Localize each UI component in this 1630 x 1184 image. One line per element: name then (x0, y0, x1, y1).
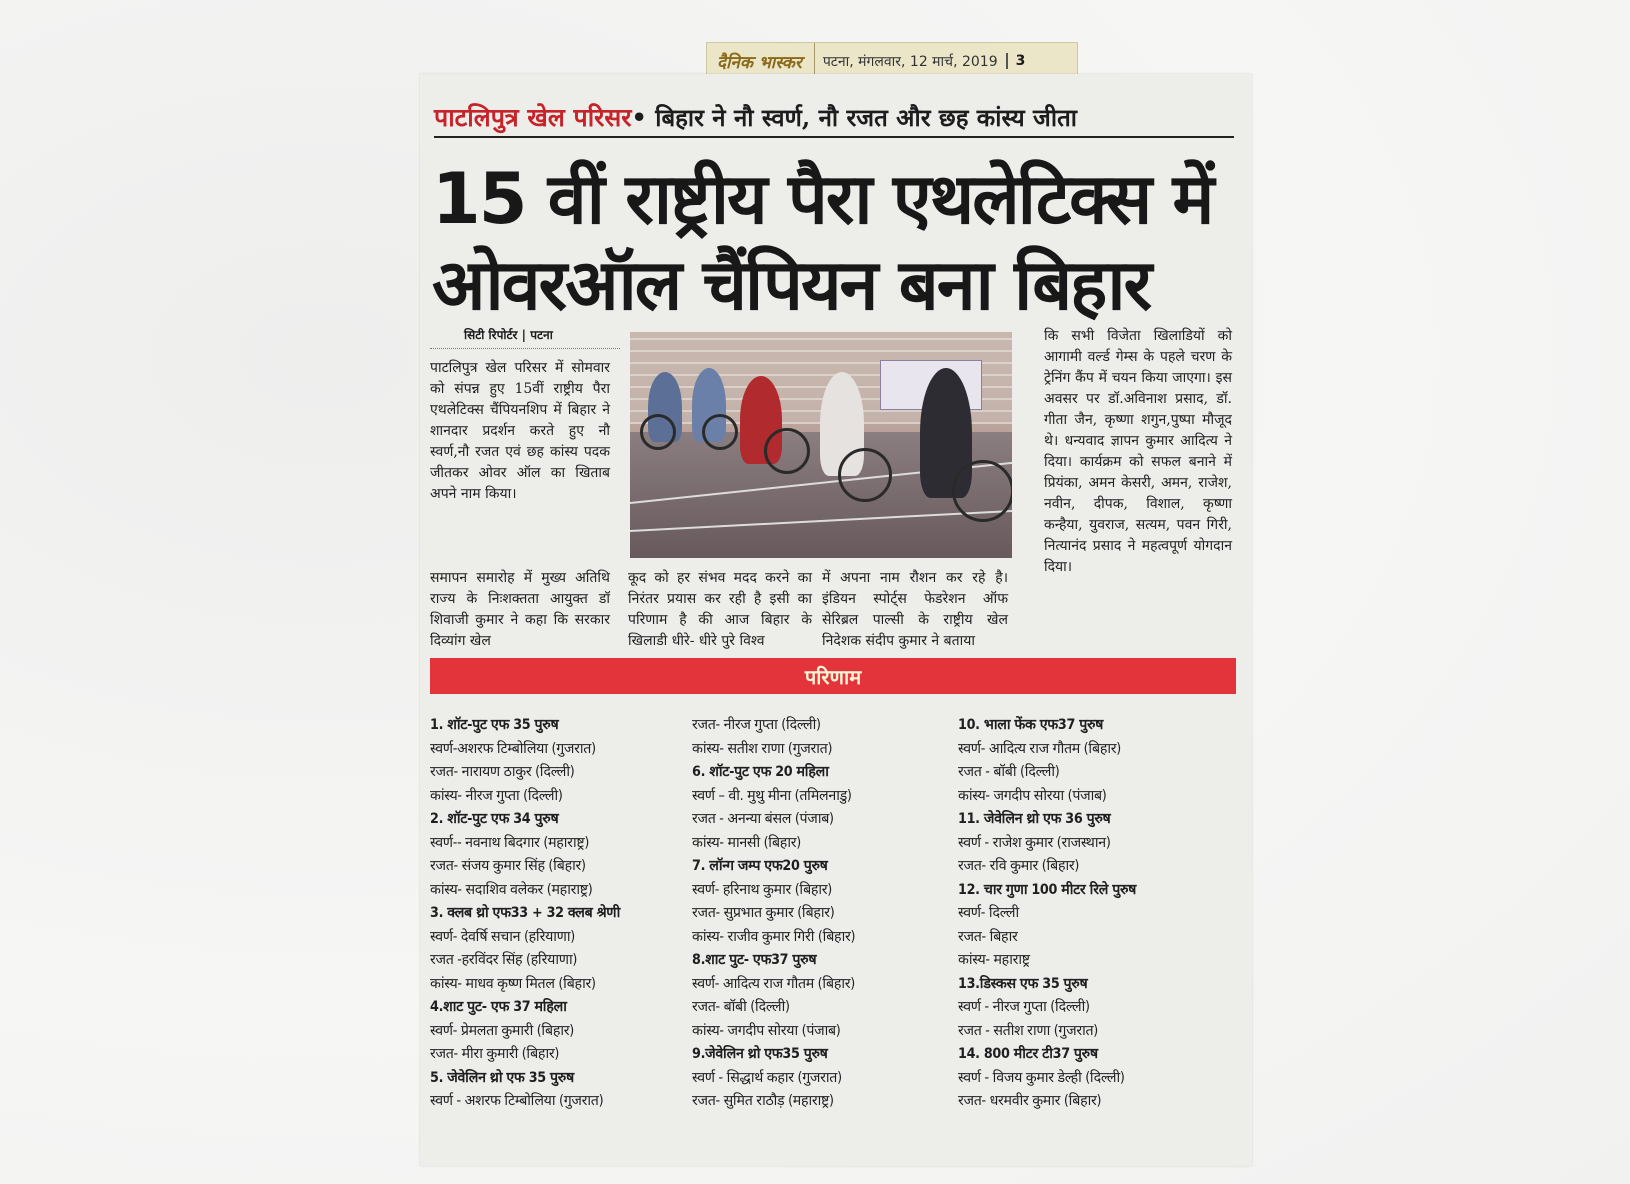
result-line: रजत- रवि कुमार (बिहार) (958, 858, 1080, 874)
result-event-title: 8.शाट पुट- एफ37 पुरुष (692, 952, 817, 968)
result-event-title: 7. लॉन्ग जम्प एफ20 पुरुष (692, 858, 828, 874)
wheelchair-wheel (702, 414, 738, 450)
article-column-4: कि सभी विजेता खिलाडियों को आगामी वर्ल्ड गेम्स के पहले चरण के ट्रेनिंग कैंप में चयन किया जाएगा। इस अवसर पर डॉ.अविनाश प्रसाद, डॉ. गीता जैन, कृष्णा शगुन,पुष्पा मौजूद थे। धन्यवाद ज्ञापन कुमार आदित्य ने दिया। कार्यक्रम को सफल बनाने में प्रियंका, अमन केसरी, अमन, राजेश, नवीन, दीपक, विशाल, कृष्णा कन्हैया, युवराज, सत्यम, पवन गिरी, नित्यानंद प्रसाद ने महत्वपूर्ण योगदान दिया। (1044, 328, 1232, 575)
result-line: स्वर्ण - राजेश कुमार (राजस्थान) (958, 834, 1111, 851)
result-line: स्वर्ण-- नवनाथ बिदगार (महाराष्ट्र) (430, 834, 590, 851)
result-line: कांस्य- सतीश राणा (गुजरात) (692, 740, 833, 757)
result-line: स्वर्ण- देवर्षि सचान (हरियाणा) (430, 928, 575, 945)
headline (432, 156, 1237, 328)
result-line: स्वर्ण- हरिनाथ कुमार (बिहार) (692, 881, 832, 898)
result-line: स्वर्ण- आदित्य राज गौतम (बिहार) (958, 740, 1121, 757)
result-event-title: 12. चार गुणा 100 मीटर रिले पुरुष (958, 881, 1137, 898)
result-event-title: 6. शॉट-पुट एफ 20 महिला (692, 764, 829, 780)
result-line: रजत- धरमवीर कुमार (बिहार) (958, 1093, 1102, 1109)
dateline: पटना, मंगलवार, 12 मार्च, 2019 (822, 53, 998, 70)
wheelchair-wheel (952, 460, 1012, 522)
result-event-title: 4.शाट पुट- एफ 37 महिला (430, 999, 567, 1015)
result-event-title: 1. शॉट-पुट एफ 35 पुरुष (430, 717, 559, 733)
result-line: कांस्य- सदाशिव वलेकर (महाराष्ट्र) (430, 881, 593, 898)
result-line: कांस्य- महाराष्ट्र (958, 952, 1030, 968)
result-event-title: 9.जेवेलिन थ्रो एफ35 पुरुष (692, 1046, 828, 1062)
article-column-2: कूद को हर संभव मदद करने का निरंतर प्रयास कर रही है इसी का परिणाम है की आज बिहार के खिलाडी धीरे- धीरे पुरे विश्व (628, 570, 812, 649)
result-line: कांस्य- नीरज गुप्ता (दिल्ली) (430, 787, 563, 804)
result-line: स्वर्ण- दिल्ली (958, 905, 1019, 921)
result-line: स्वर्ण – वी. मुथु मीना (तमिलनाडु) (692, 787, 852, 804)
result-event-title: 5. जेवेलिन थ्रो एफ 35 पुरुष (430, 1069, 574, 1086)
result-line: स्वर्ण - अशरफ टिम्बोलिया (गुजरात) (430, 1093, 604, 1109)
result-line: रजत- संजय कुमार सिंह (बिहार) (430, 858, 586, 874)
wheelchair-wheel (640, 414, 676, 450)
result-line: रजत- मीरा कुमारी (बिहार) (430, 1046, 559, 1062)
results-header-bar (430, 658, 1236, 694)
results-title: परिणाम (804, 664, 862, 689)
kicker-location: पाटलिपुत्र खेल परिसर (434, 103, 632, 132)
result-line: रजत - अनन्या बंसल (पंजाब) (692, 811, 834, 827)
kicker-summary: • बिहार ने नौ स्वर्ण, नौ रजत और छह कांस्य जीता (631, 103, 1077, 132)
result-event-title: 2. शॉट-पुट एफ 34 पुरुष (430, 811, 559, 827)
page-number: 3 (1006, 53, 1026, 69)
article-column-3: में अपना नाम रौशन कर रहे है। इंडियन स्पोर्ट्स फेडरेशन ऑफ सेरिब्रल पाल्सी के राष्ट्रीय खेल निदेशक संदीप कुमार ने बताया (822, 570, 1008, 649)
results-column-2 (692, 714, 954, 1114)
result-line: स्वर्ण - नीरज गुप्ता (दिल्ली) (958, 999, 1090, 1015)
result-line: रजत- बॉबी (दिल्ली) (692, 999, 790, 1015)
result-line: कांस्य- जगदीप सोरया (पंजाब) (692, 1022, 841, 1039)
result-event-title: 11. जेवेलिन थ्रो एफ 36 पुरुष (958, 811, 1111, 827)
result-line: कांस्य- जगदीप सोरया (पंजाब) (958, 787, 1107, 804)
result-line: स्वर्ण - विजय कुमार डेल्ही (दिल्ली) (958, 1069, 1125, 1086)
article-column-1: पाटलिपुत्र खेल परिसर में सोमवार को संपन्न हुए 15वीं राष्ट्रीय पैरा एथलेटिक्स चैंपियनशिप में बिहार ने शानदार प्रदर्शन करते हुए नौ स्वर्ण,नौ रजत एवं छह कांस्य पदक जीतकर ओवर ऑल का खिताब अपने नाम किया। (430, 360, 610, 502)
results-column-3 (958, 714, 1220, 1114)
result-line: कांस्य- माधव कृष्ण मितल (बिहार) (430, 975, 596, 992)
result-event-title: 13.डिस्कस एफ 35 पुरुष (958, 975, 1088, 992)
headline-line-2: ओवरऑल चैंपियन बना बिहार (432, 244, 1151, 326)
result-event-title: 10. भाला फेंक एफ37 पुरुष (958, 717, 1104, 733)
result-line: स्वर्ण- आदित्य राज गौतम (बिहार) (692, 975, 855, 992)
news-clipping (420, 74, 1252, 1166)
article-column-1-continued: समापन समारोह में मुख्य अतिथि राज्य के निःशक्तता आयुक्त डॉ शिवाजी कुमार ने कहा कि सरकार दिव्यांग खेल (430, 570, 610, 649)
result-line: स्वर्ण- प्रेमलता कुमारी (बिहार) (430, 1022, 574, 1039)
wheelchair-wheel (838, 448, 892, 502)
result-line: रजत- सुमित राठौड़ (महाराष्ट्र) (692, 1093, 834, 1109)
result-line: रजत - बॉबी (दिल्ली) (958, 764, 1060, 780)
result-event-title: 14. 800 मीटर टी37 पुरुष (958, 1046, 1098, 1062)
result-line: कांस्य- मानसी (बिहार) (692, 834, 801, 851)
headline-line-1: 15 वीं राष्ट्रीय पैरा एथलेटिक्स में (432, 158, 1213, 240)
result-line: स्वर्ण - सिद्धार्थ कहार (गुजरात) (692, 1069, 842, 1086)
wheelchair-race-photo (630, 332, 1012, 558)
result-line: रजत- नारायण ठाकुर (दिल्ली) (430, 764, 575, 780)
result-line: रजत -हरविंदर सिंह (हरियाणा) (430, 952, 578, 968)
newspaper-logo: दैनिक भास्कर (707, 43, 815, 79)
wheelchair-wheel (764, 428, 810, 474)
result-line: रजत- सुप्रभात कुमार (बिहार) (692, 905, 835, 921)
byline: सिटी रिपोर्टर | पटना (464, 328, 553, 342)
result-line: स्वर्ण-अशरफ टिम्बोलिया (गुजरात) (430, 740, 596, 757)
result-line: रजत - सतीश राणा (गुजरात) (958, 1022, 1098, 1039)
result-event-title: 3. क्लब थ्रो एफ33 + 32 क्लब श्रेणी (430, 905, 620, 921)
results-column-1 (430, 714, 692, 1114)
result-line: रजत- बिहार (958, 928, 1018, 945)
byline-divider (430, 348, 620, 349)
result-line: कांस्य- राजीव कुमार गिरी (बिहार) (692, 928, 856, 945)
kicker (434, 102, 1234, 138)
result-line: रजत- नीरज गुप्ता (दिल्ली) (692, 717, 821, 733)
